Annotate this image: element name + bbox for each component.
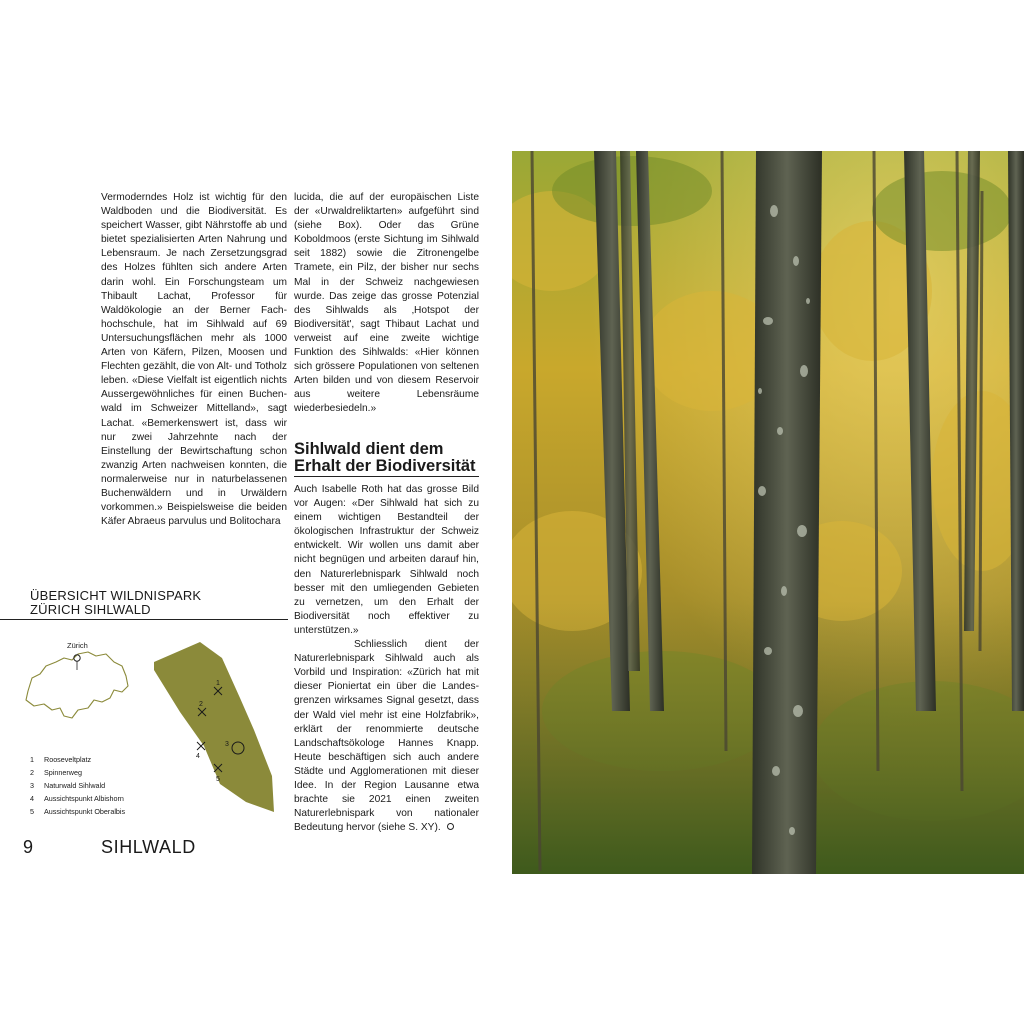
legend-label: Spinnerweg	[44, 768, 82, 777]
forest-photo	[512, 151, 1024, 874]
legend-label: Aussichtspunkt Albishorn	[44, 794, 124, 803]
map-title	[30, 589, 288, 617]
switzerland-outline-map	[20, 636, 135, 726]
park-map	[150, 638, 280, 818]
page-number: 9	[23, 837, 34, 857]
legend-item	[30, 792, 150, 805]
map-title-line: ZÜRICH SIHLWALD	[30, 602, 151, 617]
map-legend	[30, 753, 150, 818]
park-area	[154, 642, 274, 812]
section-title: SIHLWALD	[101, 837, 196, 857]
map-marker-2: 2	[199, 701, 203, 708]
legend-number: 3	[30, 781, 34, 790]
legend-label: Rooseveltplatz	[44, 755, 92, 764]
map-marker-1: 1	[216, 680, 220, 687]
map-marker-4: 4	[196, 753, 200, 760]
legend-label: Aussichtspunkt Oberalbis	[44, 807, 126, 816]
paragraph: Vermoderndes Holz ist wichtig für den Waldboden und die Biodiversität. Es speichert Wasser, gibt Nährstoffe ab und bietet spezialisierten Arten Nahrung und Lebensraum. Je nach Zersetzungsgrad des Holzes fühlten sich andere Arten darin wohl. Ein Forschungsteam um Thibault Lachat, Professor für Waldökologie an der Berner Fachhochschule, hat im Sihlwald auf 69 Untersuchungsflächen mehr als 1000 Arten von Käfern, Pilzen, Moosen und Flechten gezählt, die von Alt- und Totholz leben. «Diese Vielfalt ist eigentlich nichts Aussergewöhnliches für einen Buchenwald im Schweizer Mittelland», sagt Lachat. «Bemerkenswert ist, dass wir nur zwei Jahrzehnte nach der Einstellung der Bewirtschaftung schon zwanzig Arten nachweisen konnten, die normalerweise nur in naturbelassenen Buchenwäldern und in Urwäldern vorkommen.» Beispielsweise die beiden Käfer Abraeus parvulus und Bolitochara	[101, 192, 287, 528]
legend-number: 2	[30, 768, 34, 777]
map-marker-3: 3	[225, 741, 229, 748]
city-label: Zürich	[67, 641, 88, 650]
paragraph-text: Schliesslich dient der Naturerlebnispark Sihlwald auch als Vorbild und Inspiration: «Zürich hat mit dieser Pioniertat ein über die Landesgrenzen wirksames Signal gesetzt, dass der Wald viel mehr ist eine Holzfabrik», erklärt der renommierte deutsche Landschaftsökologe Hannes Knapp. Heute beschäftigen sich auch andere Städte und Agglomerationen mit dieser Idee. In der Region Lausanne etwa brachte sie 2021 einen zweiten Naturerlebnispark von nationaler Bedeutung hervor (siehe S. XY).	[294, 639, 479, 834]
end-mark-icon	[447, 823, 454, 830]
body-column-2-top	[294, 191, 479, 417]
legend-item	[30, 766, 150, 779]
legend-number: 1	[30, 755, 34, 764]
body-column-1	[101, 191, 287, 529]
paragraph	[294, 638, 479, 835]
paragraph: Auch Isabelle Roth hat das grosse Bild vor Augen: «Der Sihlwald hat sich zu einem wichtigen Bestandteil der ökologischen Infrastruktur der Schweiz entwickelt. Wir wollen uns damit aber nicht begnügen und arbeiten darauf hin, den Naturerlebnispark Sihlwald noch besser mit den umliegenden Gebieten zu vernetzen, um den Erhalt der Biodiversität noch effektiver zu unterstützen.»	[294, 484, 479, 636]
section-heading: Sihlwald dient dem Erhalt der Biodiversität	[294, 441, 479, 477]
legend-item	[30, 805, 150, 818]
body-column-2-bottom	[294, 483, 479, 835]
divider	[0, 619, 288, 620]
legend-item	[30, 779, 150, 792]
paragraph: lucida, die auf der europäischen Liste der «Urwaldreliktarten» aufgeführt sind (siehe Box). Oder das Grüne Koboldmoos (erste Sichtung im Sihlwald seit 1882) sowie die Zitronengelbe Tramete, ein Pilz, der bisher nur sechs Mal in der Schweiz nachgewiesen wurde. Das zeige das grosse Potenzial des Sihlwalds als ‚Hotspot der Biodiversität', sagt Thibaut Lachat und verweist auf eine zweite wichtige Funktion des Sihlwalds: «Hier können sich grössere Populationen von seltenen Arten bilden und von diesem Reservoir aus weitere Lebensräume wiederbesiedeln.»	[294, 192, 479, 415]
legend-number: 5	[30, 807, 34, 816]
map-title-line: ÜBERSICHT WILDNISPARK	[30, 588, 202, 603]
legend-number: 4	[30, 794, 34, 803]
legend-item	[30, 753, 150, 766]
map-marker-5: 5	[216, 776, 220, 783]
legend-label: Naturwald Sihlwald	[44, 781, 106, 790]
